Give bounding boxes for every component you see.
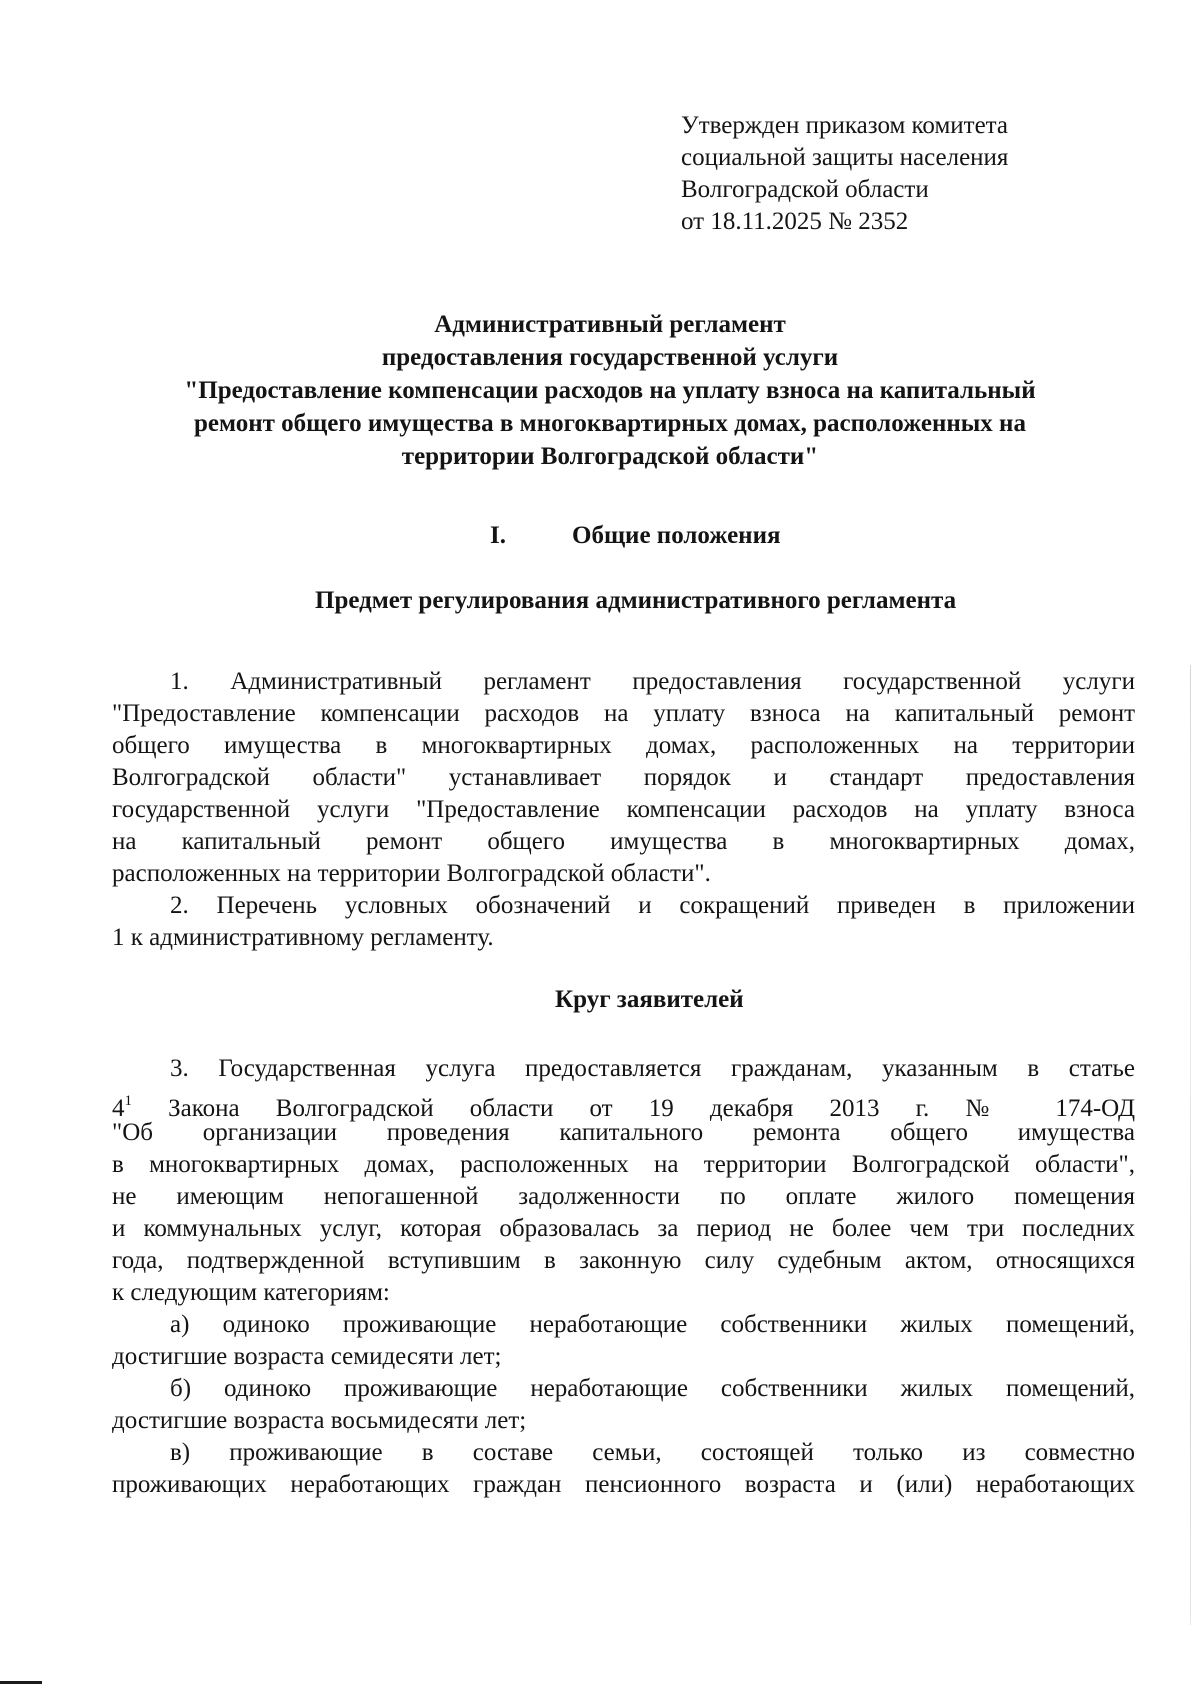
- subheading-applicants: Круг заявителей: [555, 986, 744, 1013]
- paragraph-line: к следующим категориям:: [112, 1279, 390, 1306]
- paragraph-line: 2. Перечень условных обозначений и сокращений приведен в приложении: [170, 892, 1135, 919]
- paragraph-line: общего имущества в многоквартирных домах, расположенных на территории: [112, 732, 1135, 759]
- article-superscript: 1: [124, 1093, 132, 1109]
- approval-line: Утвержден приказом комитета: [681, 112, 1008, 139]
- approval-line: Волгоградской области: [681, 176, 929, 203]
- title-line: предоставления государственной услуги: [381, 344, 839, 371]
- section-title: Общие положения: [572, 522, 781, 549]
- document-title: [110, 308, 1110, 473]
- paragraph-line: "Об организации проведения капитального ремонта общего имущества: [112, 1119, 1135, 1146]
- paragraph-line: на капитальный ремонт общего имущества в многоквартирных домах,: [112, 828, 1135, 855]
- list-item-line: достигшие возраста восьмидесяти лет;: [112, 1407, 527, 1434]
- list-item-line: достигшие возраста семидесяти лет;: [112, 1343, 502, 1370]
- paragraph-line: государственной услуги "Предоставление компенсации расходов на уплату взноса: [112, 796, 1135, 823]
- list-item-line: проживающих неработающих граждан пенсионного возраста и (или) неработающих: [112, 1471, 1135, 1498]
- list-item-line: в) проживающие в составе семьи, состоящей только из совместно: [170, 1439, 1135, 1466]
- article-number: 4: [112, 1095, 125, 1122]
- paragraph-line: года, подтвержденной вступившим в законную силу судебным актом, относящихся: [112, 1247, 1135, 1274]
- approval-line: социальной защиты населения: [681, 144, 1009, 171]
- paragraph-line: "Предоставление компенсации расходов на уплату взноса на капитальный ремонт: [112, 700, 1135, 727]
- law-reference: Закона Волгоградской области от 19 декабря 2013 г. № 174-ОД: [168, 1095, 1136, 1122]
- paragraph-line: не имеющим непогашенной задолженности по оплате жилого помещения: [112, 1183, 1135, 1210]
- title-line: "Предоставление компенсации расходов на уплату взноса на капитальный: [184, 377, 1036, 404]
- title-line: Административный регламент: [434, 311, 786, 338]
- paragraph-line: Волгоградской области" устанавливает порядок и стандарт предоставления: [112, 764, 1135, 791]
- section-heading: [490, 520, 781, 552]
- paragraph-line: в многоквартирных домах, расположенных на территории Волгоградской области",: [112, 1151, 1135, 1178]
- scan-edge-shadow: [1190, 665, 1191, 1625]
- approval-stamp: [681, 110, 1008, 238]
- scan-artifact-mark: [0, 1681, 42, 1684]
- paragraph-line: расположенных на территории Волгоградской области".: [112, 860, 711, 887]
- subheading-subject: Предмет регулирования административного регламента: [315, 587, 957, 614]
- paragraph-line: и коммунальных услуг, которая образовалась за период не более чем три последних: [112, 1215, 1135, 1242]
- paragraph-line: 3. Государственная услуга предоставляется гражданам, указанным в статье: [170, 1055, 1135, 1082]
- list-item-line: б) одиноко проживающие неработающие собственники жилых помещений,: [170, 1375, 1135, 1402]
- paragraph-line: 1. Административный регламент предоставления государственной услуги: [170, 668, 1135, 695]
- list-item-line: а) одиноко проживающие неработающие собственники жилых помещений,: [170, 1311, 1135, 1338]
- approval-line: от 18.11.2025 № 2352: [681, 208, 909, 235]
- section-number: I.: [490, 522, 506, 549]
- title-line: территории Волгоградской области": [401, 443, 819, 470]
- paragraph-line: 1 к административному регламенту.: [112, 924, 494, 951]
- title-line: ремонт общего имущества в многоквартирных домах, расположенных на: [194, 410, 1026, 437]
